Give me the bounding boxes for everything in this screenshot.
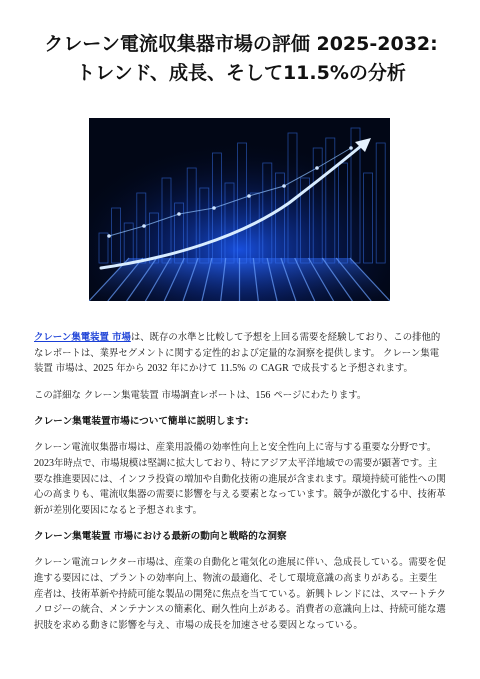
line-point xyxy=(282,184,286,188)
line-point xyxy=(247,194,251,198)
perspective-floor xyxy=(89,258,390,301)
hero-image xyxy=(89,118,390,301)
overview-paragraph: クレーン電流収集器市場は、産業用設備の効率性向上と安全性向上に寄与する重要な分野です。2023年時点で、市場規模は堅調に拡大しており、特にアジア太平洋地域での需要が顕著です。主要な推進要因には、インフラ投資の増加や自動化技術の進展が含まれます。環境持続可能性への関心の高まりも、電流収集器の需要に影響を与える要素となっています。競争が激化する中、技術革新が差別化要因になると予想されます。 xyxy=(34,442,446,516)
line-point xyxy=(315,166,319,170)
line-point xyxy=(142,224,146,228)
market-link[interactable]: クレーン集電装置 市場 xyxy=(34,332,131,343)
line-point xyxy=(349,146,353,150)
article-body xyxy=(34,330,446,644)
line-point xyxy=(107,234,111,238)
line-point xyxy=(212,206,216,210)
trends-paragraph: クレーン電流コレクター市場は、産業の自動化と電気化の進展に伴い、急成長している。需要を促進する要因には、プラントの効率向上、物流の最適化、そして環境意識の高まりがある。主要生産者は、技術革新や持続可能な製品の開発に焦点を当てている。新興トレンドには、スマートテクノロジーの統合、メンテナンスの簡素化、耐久性向上がある。消費者の意識向上は、持続可能な選択肢を求める動きに影響を与え、市場の成長を加速させる要因となっている。 xyxy=(34,557,446,631)
section-heading-overview: クレーン集電装置市場について簡単に説明します: xyxy=(34,416,249,428)
section-heading-trends: クレーン集電装置 市場における最新の動向と戦略的な洞察 xyxy=(34,531,287,543)
line-point xyxy=(177,212,181,216)
bar-chart-growth-image xyxy=(89,118,390,301)
pages-paragraph: この詳細な クレーン集電装置 市場調査レポートは、156 ページにわたります。 xyxy=(34,389,367,401)
intro-paragraph: クレーン集電装置 市場は、既存の水準と比較して予想を上回る需要を経験しており、この排他的なレポートは、業界セグメントに関する定性的および定量的な洞察を提供します。 クレーン集電装置 市場は、2025 年から 2032 年にかけて 11.5% の CAGR で成長すると予想されます。 xyxy=(34,332,441,375)
page-title: クレーン電流収集器市場の評価 2025-2032: トレンド、成長、そして11.5%の分析 xyxy=(44,33,438,84)
